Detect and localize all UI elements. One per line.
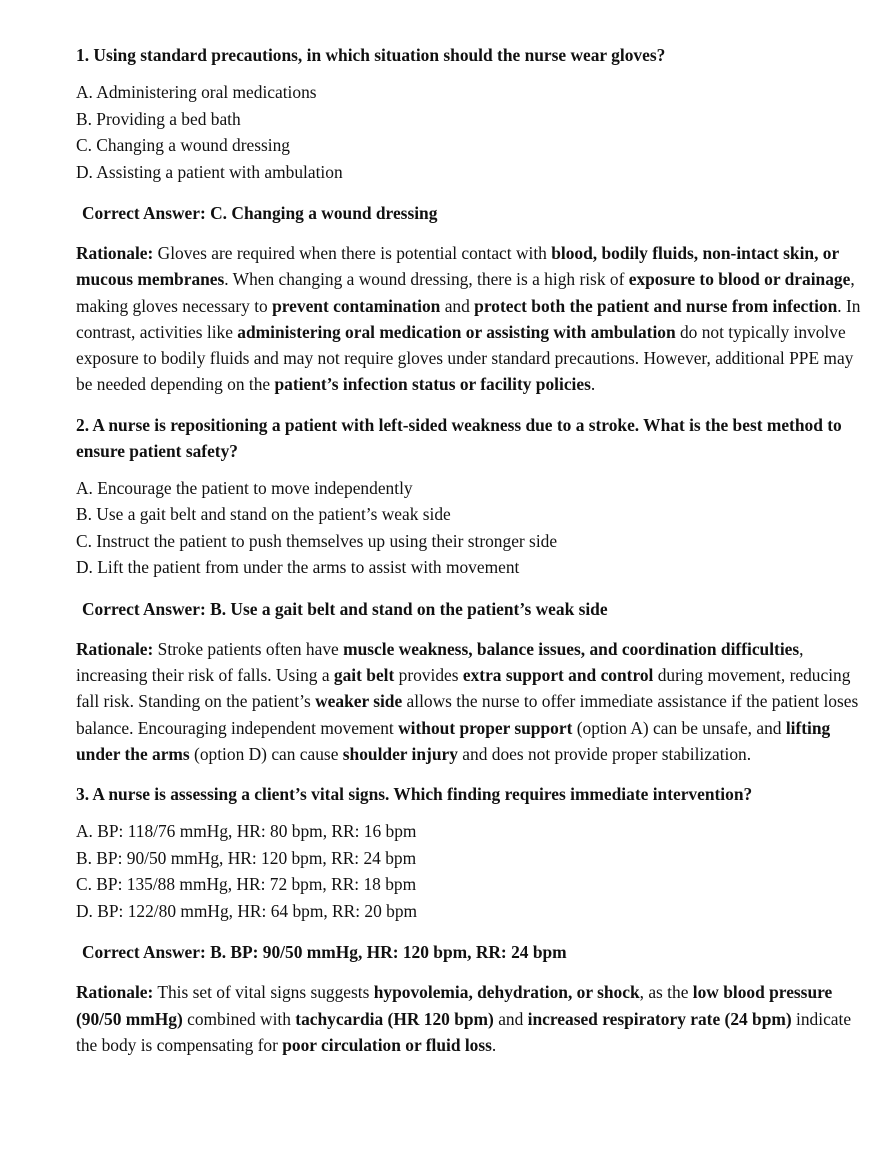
rationale-text: , increasing their risk of falls. Using a <box>76 638 804 686</box>
rationale-text: . <box>491 1034 497 1055</box>
question-text: 2. A nurse is repositioning a patient with left-sided weakness due to a stroke. What is the best method to ensure patient safety? <box>76 414 842 461</box>
rationale-paragraph <box>76 240 862 398</box>
option-item: A. Encourage the patient to move independently <box>76 477 413 498</box>
rationale-text: and <box>493 1008 528 1029</box>
correct-answer: Correct Answer: B. Use a gait belt and stand on the patient’s weak side <box>82 598 608 619</box>
rationale-emphasis: patient’s infection status or facility policies <box>274 374 591 395</box>
correct-answer: Correct Answer: C. Changing a wound dressing <box>82 203 438 223</box>
rationale-label: Rationale: <box>76 243 154 263</box>
option-item: C. Changing a wound dressing <box>76 135 290 155</box>
rationale-text: Stroke patients often have <box>153 638 344 659</box>
rationale-emphasis: exposure to blood or drainage <box>628 269 851 290</box>
question-block <box>76 42 862 398</box>
option-list <box>76 475 862 581</box>
question-block <box>76 781 862 1058</box>
rationale-paragraph <box>76 636 862 767</box>
rationale-emphasis: lifting under the arms <box>76 717 831 764</box>
rationale-text: combined with <box>182 1008 296 1029</box>
rationale-emphasis: increased respiratory rate (24 bpm) <box>527 1008 792 1029</box>
option-item: B. BP: 90/50 mmHg, HR: 120 bpm, RR: 24 bpm <box>76 847 417 868</box>
rationale-text: and <box>440 295 475 316</box>
rationale-emphasis: blood, bodily fluids, non-intact skin, or mucous membranes <box>76 243 839 290</box>
rationale-text: do not typically involve exposure to bodily fluids and may not require gloves under standard precautions. However, additional PPE may be needed depending on the <box>76 321 854 395</box>
rationale-text: . In contrast, activities like <box>76 295 861 342</box>
option-item: A. Administering oral medications <box>76 82 317 102</box>
rationale-emphasis: prevent contamination <box>272 295 441 316</box>
rationale-paragraph <box>76 979 862 1058</box>
question-block <box>76 412 862 767</box>
rationale-text: Gloves are required when there is potential contact with <box>153 243 552 263</box>
option-item: B. Use a gait belt and stand on the patient’s weak side <box>76 504 451 525</box>
rationale-text: during movement, reducing fall risk. Standing on the patient’s <box>76 665 851 712</box>
rationale-text: allows the nurse to offer immediate assistance if the patient loses balance. Encouraging independent movement <box>76 691 859 738</box>
rationale-emphasis: protect both the patient and nurse from infection <box>474 295 838 316</box>
rationale-emphasis: administering oral medication or assisting with ambulation <box>237 321 676 342</box>
rationale-text: (option D) can cause <box>189 743 343 764</box>
question-text: 1. Using standard precautions, in which situation should the nurse wear gloves? <box>76 45 666 65</box>
rationale-emphasis: muscle weakness, balance issues, and coordination difficulties <box>343 638 800 659</box>
option-item: D. Lift the patient from under the arms to assist with movement <box>76 557 520 578</box>
rationale-text: . When changing a wound dressing, there is a high risk of <box>224 269 629 290</box>
rationale-text: and does not provide proper stabilization. <box>457 743 752 764</box>
rationale-text: This set of vital signs suggests <box>153 982 374 1003</box>
question-text: 3. A nurse is assessing a client’s vital signs. Which finding requires immediate intervention? <box>76 784 753 805</box>
rationale-emphasis: weaker side <box>315 691 403 712</box>
rationale-emphasis: shoulder injury <box>342 743 458 764</box>
option-list <box>76 818 862 924</box>
option-item: A. BP: 118/76 mmHg, HR: 80 bpm, RR: 16 bpm <box>76 821 417 842</box>
rationale-text: , making gloves necessary to <box>76 269 855 316</box>
rationale-emphasis: poor circulation or fluid loss <box>282 1034 492 1055</box>
option-item: B. Providing a bed bath <box>76 108 241 129</box>
option-item: C. BP: 135/88 mmHg, HR: 72 bpm, RR: 18 bpm <box>76 874 417 895</box>
rationale-emphasis: extra support and control <box>462 665 654 686</box>
rationale-emphasis: hypovolemia, dehydration, or shock <box>373 982 640 1003</box>
option-item: D. BP: 122/80 mmHg, HR: 64 bpm, RR: 20 bpm <box>76 900 418 921</box>
rationale-text: provides <box>394 665 463 686</box>
rationale-text: indicate the body is compensating for <box>76 1008 852 1055</box>
rationale-label: Rationale: <box>76 638 154 659</box>
correct-answer: Correct Answer: B. BP: 90/50 mmHg, HR: 120 bpm, RR: 24 bpm <box>82 942 567 963</box>
rationale-text: (option A) can be unsafe, and <box>572 717 786 738</box>
option-item: C. Instruct the patient to push themselves up using their stronger side <box>76 530 558 551</box>
rationale-text: , as the <box>639 982 693 1003</box>
rationale-text: . <box>590 374 596 395</box>
rationale-emphasis: low blood pressure (90/50 mmHg) <box>76 982 833 1029</box>
option-item: D. Assisting a patient with ambulation <box>76 161 343 182</box>
rationale-emphasis: without proper support <box>398 717 573 738</box>
rationale-emphasis: gait belt <box>333 665 395 686</box>
rationale-label: Rationale: <box>76 982 154 1003</box>
option-list <box>76 79 862 185</box>
rationale-emphasis: tachycardia (HR 120 bpm) <box>295 1008 494 1029</box>
